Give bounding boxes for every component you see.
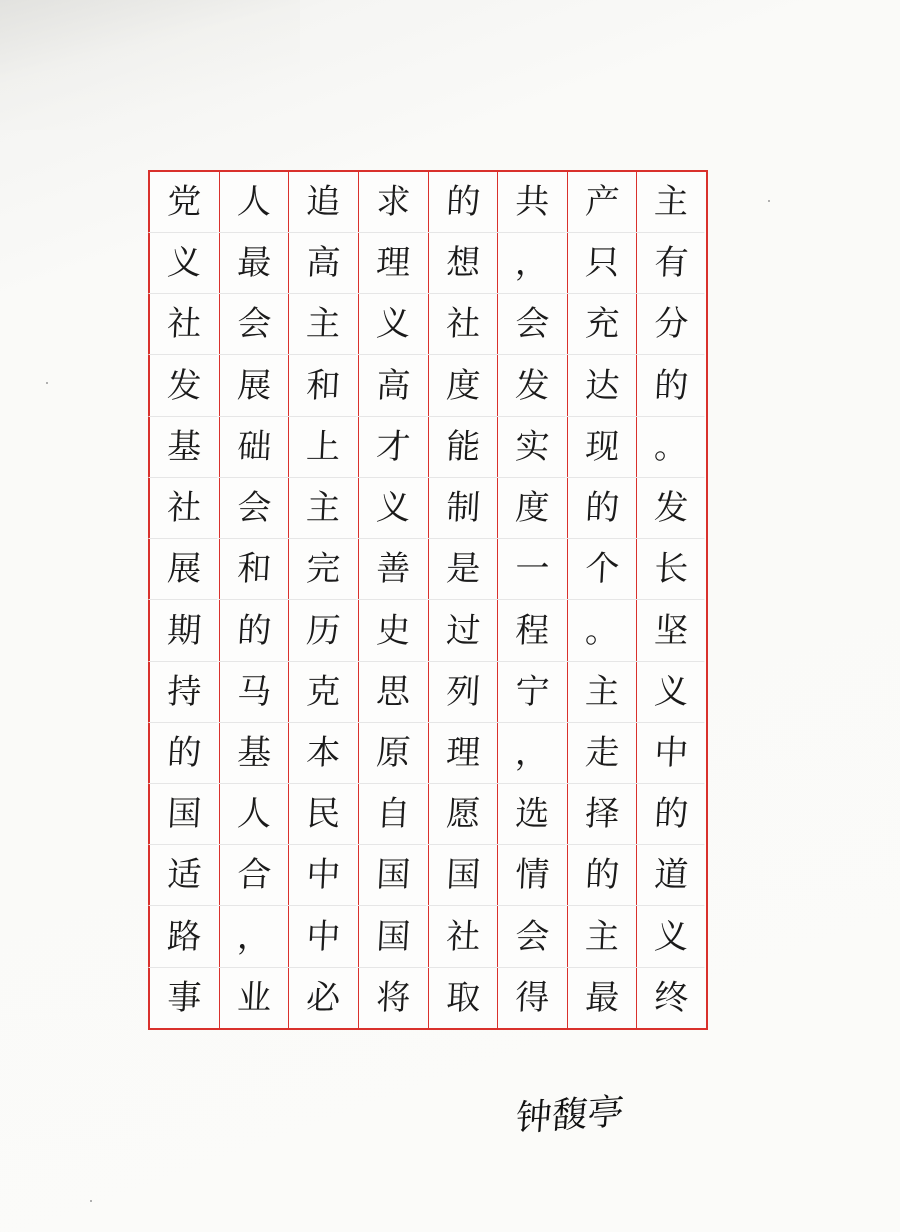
grid-cell-character: 完: [288, 539, 360, 600]
grid-cell-character: 民: [288, 784, 360, 845]
grid-cell-character: 取: [444, 977, 481, 1018]
grid-cell-character: 坚: [636, 601, 708, 662]
grid-cell-character: 社: [427, 294, 499, 355]
grid-cell-character: 人: [218, 172, 290, 233]
grid-cell-character: 必: [305, 977, 342, 1018]
grid-cell-character: 选: [497, 784, 569, 845]
grid-cell-character: 发: [636, 478, 708, 539]
grid-cell-character: 长: [636, 539, 708, 600]
grid-cell-character: 原: [357, 723, 429, 784]
grid-cell-character: 分: [636, 294, 708, 355]
grid-cell-character: 有: [636, 233, 708, 294]
grid-cell-character: 主: [566, 907, 638, 968]
grid-cell-character: 产: [566, 172, 638, 233]
grid-cell-character: 基: [218, 723, 290, 784]
grid-cell-character: 将: [375, 977, 412, 1018]
grid-cell-character: 本: [288, 723, 360, 784]
grid-cell-character: 主: [288, 294, 360, 355]
grid-cell-character: 党: [148, 172, 220, 233]
grid-cell-character: ，: [218, 907, 290, 968]
grid-cell-character: 求: [357, 172, 429, 233]
grid-cell-character: 人: [218, 784, 290, 845]
grid-cell-character: 追: [288, 172, 360, 233]
grid-cell-character: 社: [148, 478, 220, 539]
grid-cell-character: 。: [566, 601, 638, 662]
grid-cell-character: 宁: [497, 662, 569, 723]
grid-cell-character: 的: [566, 478, 638, 539]
grid-cell-character: 会: [497, 294, 569, 355]
grid-cell-character: 中: [288, 845, 360, 906]
grid-cell-character: 业: [235, 977, 272, 1018]
grid-cell-character: 史: [357, 601, 429, 662]
grid-cell-character: 中: [288, 907, 360, 968]
grid-cell-character: 持: [148, 662, 220, 723]
grid-cell-character: 终: [653, 977, 690, 1018]
grid-cell-character: 义: [636, 907, 708, 968]
grid-cell-character: 程: [497, 601, 569, 662]
handwritten-signature: 钟馥亭: [514, 1090, 626, 1140]
grid-cell-character: 和: [288, 356, 360, 417]
grid-cell-character: 主: [566, 662, 638, 723]
grid-cell-character: 国: [357, 907, 429, 968]
grid-cell-character: 现: [566, 417, 638, 478]
grid-cell-character: 会: [218, 294, 290, 355]
grid-cell-character: 社: [148, 294, 220, 355]
grid-cell-character: 义: [357, 478, 429, 539]
grid-cell-character: 一: [497, 539, 569, 600]
paper-speck: [46, 382, 48, 384]
grid-cell-character: 达: [566, 356, 638, 417]
grid-cell-character: 会: [218, 478, 290, 539]
grid-column: [220, 172, 290, 1028]
grid-cell-character: 发: [497, 356, 569, 417]
grid-cell-character: 国: [148, 784, 220, 845]
grid-cell-character: 。: [636, 417, 708, 478]
paper-speck: [90, 1200, 92, 1202]
grid-cell-character: 思: [357, 662, 429, 723]
grid-cell-character: 能: [427, 417, 499, 478]
grid-cell-character: 充: [566, 294, 638, 355]
grid-cell-character: 度: [427, 356, 499, 417]
grid-column: [150, 172, 220, 1028]
grid-column: [289, 172, 359, 1028]
grid-cell-character: 理: [427, 723, 499, 784]
grid-cell-character: 国: [357, 845, 429, 906]
grid-cell-character: 国: [427, 845, 499, 906]
grid-cell-character: 展: [148, 539, 220, 600]
grid-cell-character: 的: [148, 723, 220, 784]
grid-cell-character: 础: [218, 417, 290, 478]
grid-cell-character: 道: [636, 845, 708, 906]
grid-cell-character: 展: [218, 356, 290, 417]
grid-cell-character: 过: [427, 601, 499, 662]
grid-cell-character: 制: [427, 478, 499, 539]
paper-fold-shadow: [0, 0, 300, 130]
grid-cell-character: 最: [584, 977, 621, 1018]
grid-cell-character: 事: [166, 977, 203, 1018]
grid-cell-character: 马: [218, 662, 290, 723]
grid-cell-character: 和: [218, 539, 290, 600]
grid-cell-character: 期: [148, 601, 220, 662]
calligraphy-grid-sheet: [148, 170, 708, 1030]
grid-cell-character: 只: [566, 233, 638, 294]
grid-cell-character: 的: [566, 845, 638, 906]
grid-cell-character: 得: [514, 977, 551, 1018]
grid-cell-character: 义: [148, 233, 220, 294]
grid-cell-character: 义: [636, 662, 708, 723]
grid-cell-character: 实: [497, 417, 569, 478]
grid-cell-character: 的: [218, 601, 290, 662]
grid-cell-character: 最: [218, 233, 290, 294]
grid-cell-character: 的: [636, 784, 708, 845]
grid-cell-character: 想: [427, 233, 499, 294]
grid-cell-character: 路: [148, 907, 220, 968]
grid-cell-character: 理: [357, 233, 429, 294]
grid-cell-character: 高: [288, 233, 360, 294]
grid-cell-character: 才: [357, 417, 429, 478]
grid-cell-character: 个: [566, 539, 638, 600]
grid-cell-character: 列: [427, 662, 499, 723]
grid-cell-character: 上: [288, 417, 360, 478]
paper-speck: [768, 200, 770, 202]
grid-cell-character: 自: [357, 784, 429, 845]
grid-column: [359, 172, 429, 1028]
grid-cell-character: 共: [497, 172, 569, 233]
grid-cell-character: 发: [148, 356, 220, 417]
grid-cell-character: 的: [427, 172, 499, 233]
grid-cell-character: 主: [288, 478, 360, 539]
grid-cell-character: 适: [148, 845, 220, 906]
grid-column: [429, 172, 499, 1028]
grid-cell-character: 中: [636, 723, 708, 784]
grid-cell-character: 会: [497, 907, 569, 968]
grid-cell-character: 历: [288, 601, 360, 662]
grid-cell-character: 择: [566, 784, 638, 845]
grid-cell-character: 情: [497, 845, 569, 906]
grid-cell-character: 合: [218, 845, 290, 906]
grid-cell-character: 主: [636, 172, 708, 233]
grid-cell-character: 高: [357, 356, 429, 417]
grid-cell-character: ，: [497, 233, 569, 294]
grid-cell-character: 愿: [427, 784, 499, 845]
grid-cell-character: 善: [357, 539, 429, 600]
grid-cell-character: 基: [148, 417, 220, 478]
grid-cell-character: 是: [427, 539, 499, 600]
grid-cell-character: 义: [357, 294, 429, 355]
grid-cell-character: 克: [288, 662, 360, 723]
grid-column: [568, 172, 638, 1028]
grid-cell-character: 社: [427, 907, 499, 968]
grid-cell-character: ，: [497, 723, 569, 784]
grid-cell-character: 度: [497, 478, 569, 539]
grid-cell-character: 走: [566, 723, 638, 784]
grid-column: [637, 172, 706, 1028]
grid-cell-character: 的: [636, 356, 708, 417]
grid-column: [498, 172, 568, 1028]
